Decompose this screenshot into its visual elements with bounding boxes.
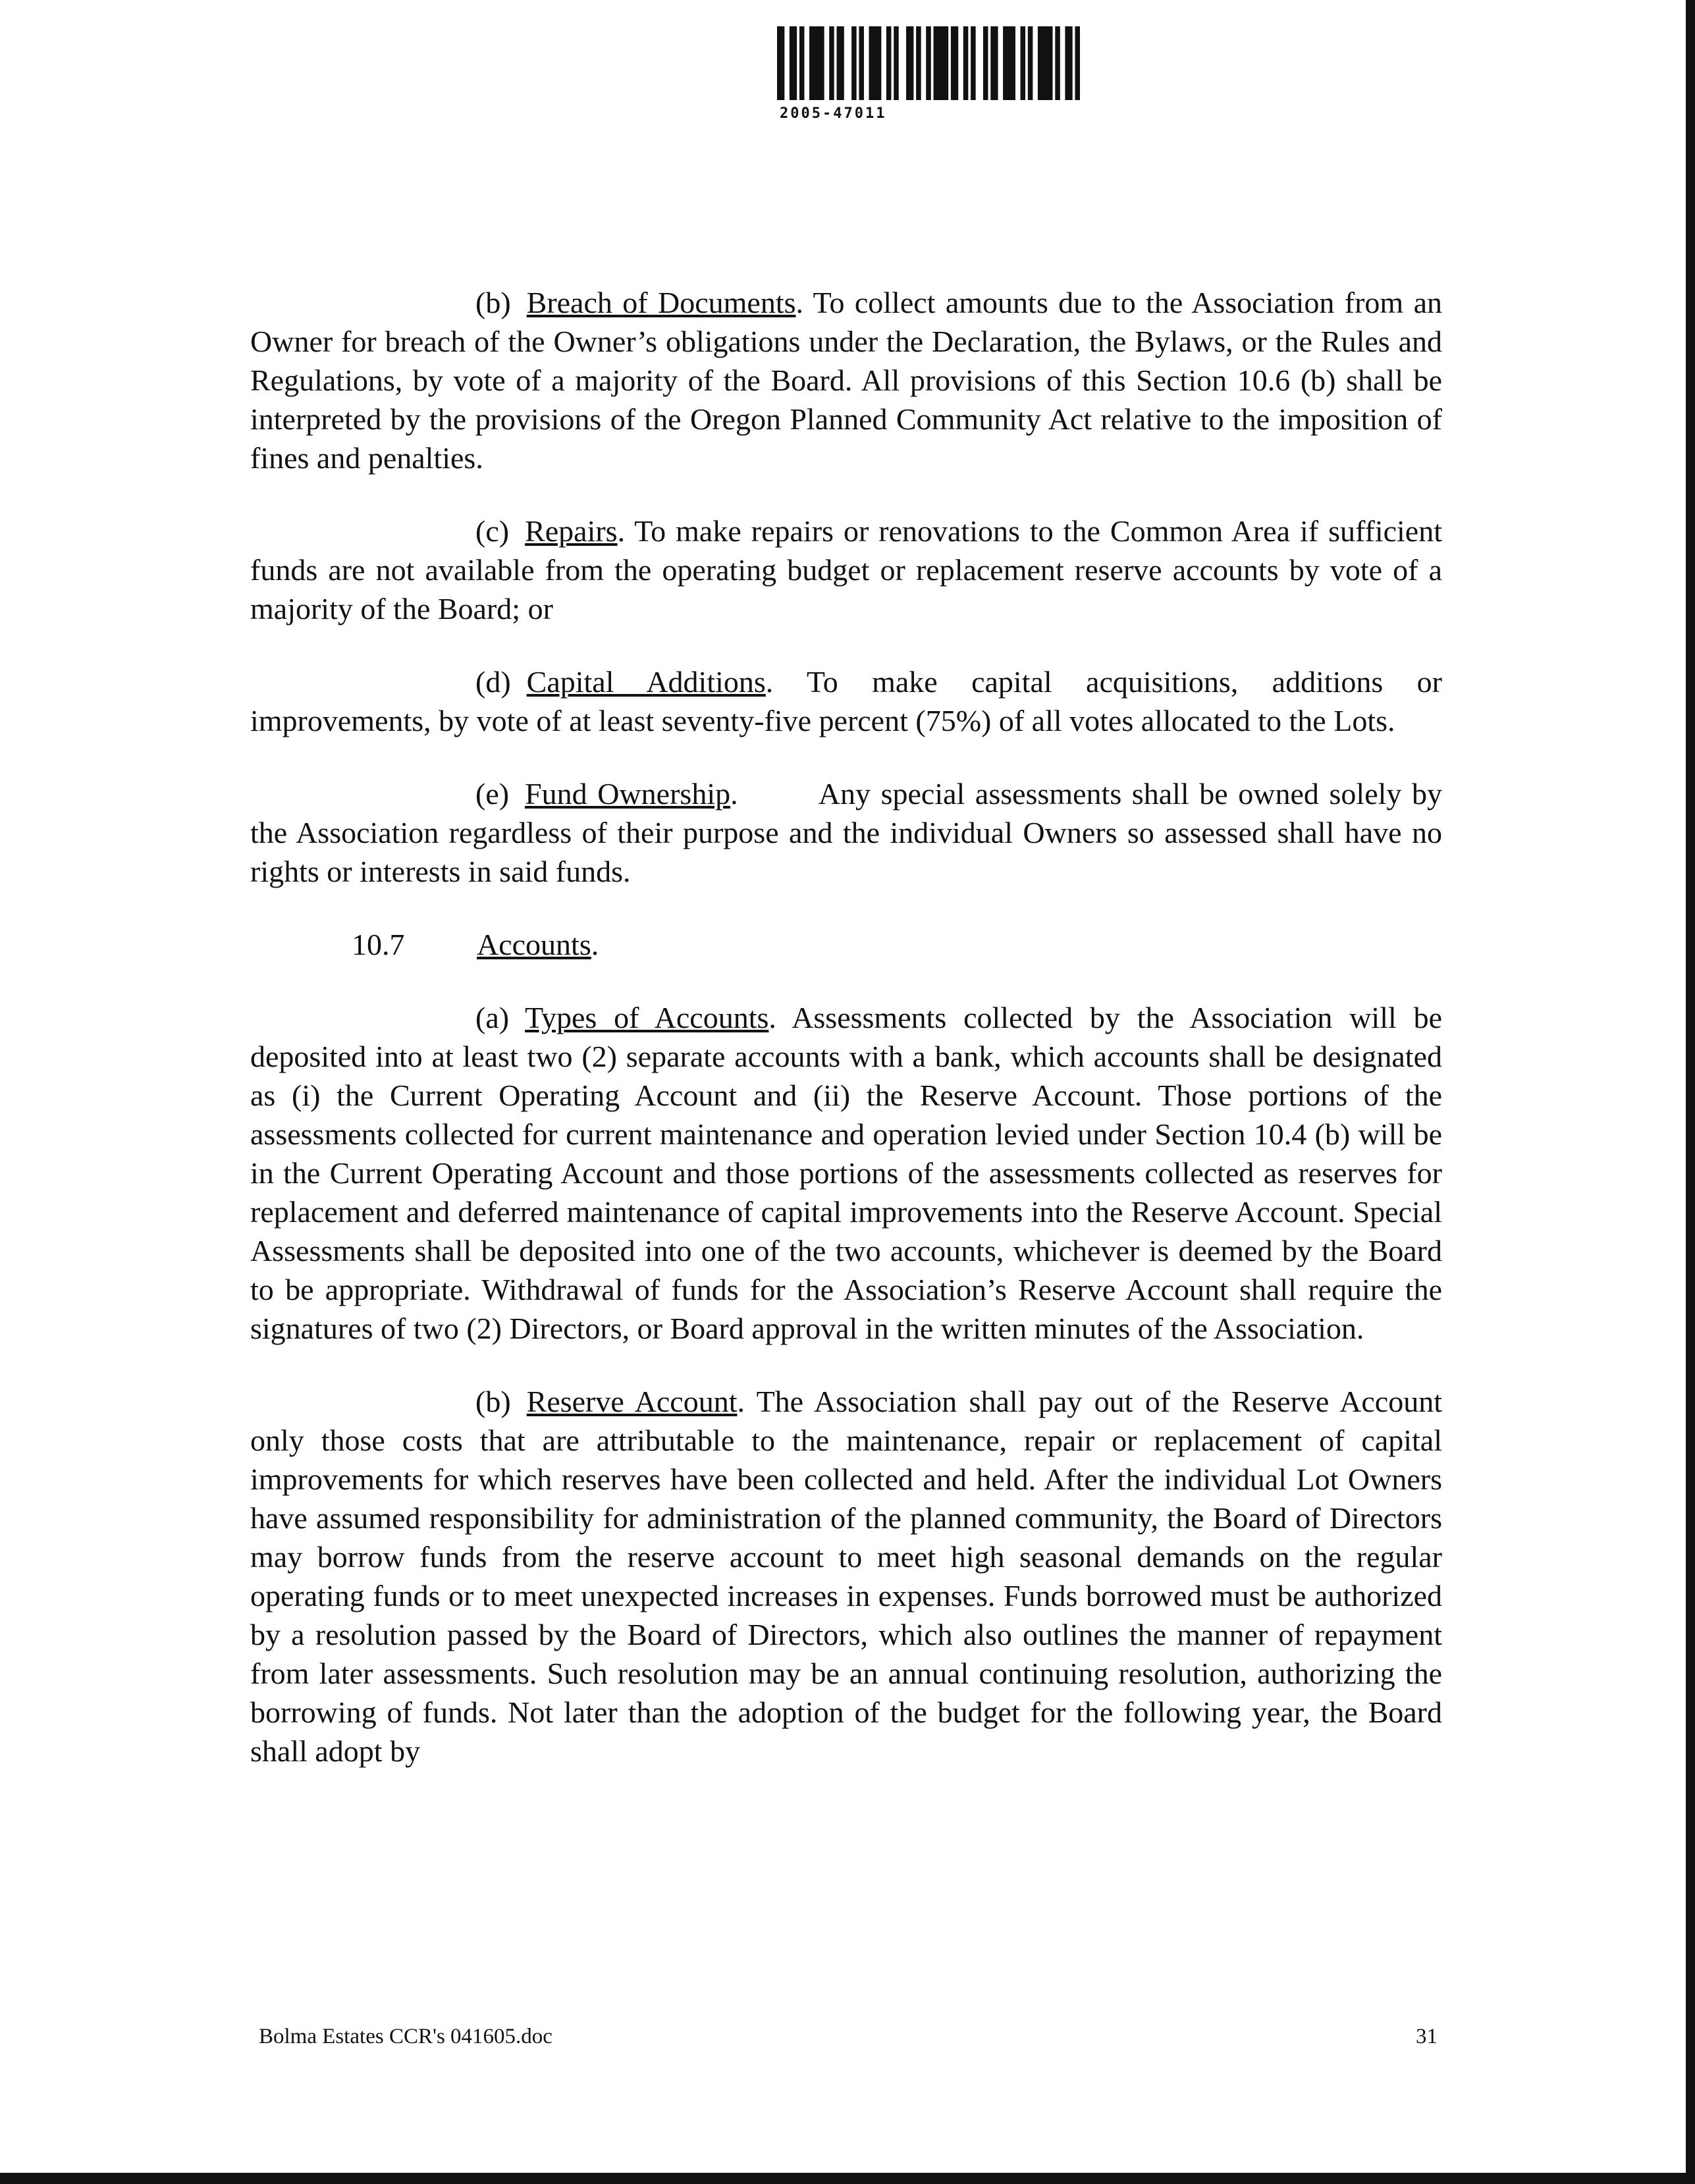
item-text: . The Association shall pay out of the Reserve Account only those costs that are attributable to the maintenance, repair or replacement of capital improvements for which reserves have been collected and held. After the individual Lot Owners have assumed responsibility for administration of the planned community, the Board of Directors may borrow funds from the reserve account to meet high seasonal demands on the regular operating funds or to meet unexpected increases in expenses. Funds borrowed must be authorized by a resolution passed by the Board of Directors, which also outlines the manner of repayment from later assessments. Such resolution may be an annual continuing resolution, authorizing the borrowing of funds. Not later than the adoption of the budget for the following year, the Board shall adopt by — [250, 1385, 1442, 1768]
barcode-bar — [951, 26, 958, 100]
paragraph-breach-of-documents — [250, 283, 1442, 477]
barcode-bar — [926, 26, 931, 100]
barcode-image — [777, 26, 1080, 100]
item-text: . To collect amounts due to the Association from an Owner for breach of the Owner’s obligations under the Declaration, the Bylaws, or the Rules and Regulations, by vote of a majority of the Board. All provisions of this Section 10.6 (b) shall be interpreted by the provisions of the Oregon Planned Community Act relative to the imposition of fines and penalties. — [250, 286, 1442, 475]
barcode-bar — [829, 26, 834, 100]
footer-page-number: 31 — [1416, 2025, 1438, 2048]
footer-filename: Bolma Estates CCR's 041605.doc — [259, 2025, 552, 2048]
section-number: 10.7 — [352, 928, 405, 961]
barcode-bar — [790, 26, 797, 100]
item-heading: Fund Ownership — [525, 777, 731, 811]
item-label: (a) — [475, 1001, 510, 1034]
paragraph-types-of-accounts — [250, 998, 1442, 1348]
item-label: (c) — [475, 514, 510, 548]
item-label: (b) — [475, 286, 511, 319]
item-heading: Breach of Documents — [526, 286, 796, 319]
barcode-bar — [799, 26, 805, 100]
barcode-bar — [971, 26, 976, 100]
item-text: . Any special assessments shall be owned solely by the Association regardless of their purpose and the individual Owners so assessed shall have no rights or interests in said funds. — [250, 777, 1450, 888]
barcode-bar — [1075, 26, 1080, 100]
item-text: . To make capital acquisitions, additions or improvements, by vote of at least seventy-five percent (75%) of all votes allocated to the Lots. — [250, 665, 1443, 737]
paragraph-repairs — [250, 512, 1442, 628]
barcode-bar — [894, 26, 899, 100]
item-heading: Reserve Account — [526, 1385, 738, 1418]
barcode-bar — [1065, 26, 1072, 100]
barcode-bar — [1003, 26, 1015, 100]
barcode-bar — [1038, 26, 1053, 100]
section-title: Accounts — [477, 928, 591, 961]
barcode-bar — [859, 26, 864, 100]
scan-border-bottom — [0, 2173, 1695, 2184]
barcode-bar — [983, 26, 988, 100]
item-label: (e) — [475, 777, 510, 811]
item-label: (b) — [475, 1385, 511, 1418]
item-heading: Capital Additions — [526, 665, 766, 699]
barcode-bar — [1055, 26, 1060, 100]
barcode-bar — [886, 26, 892, 100]
section-title-suffix: . — [591, 928, 599, 961]
barcode-bar — [1021, 26, 1026, 100]
barcode-bar — [809, 26, 824, 100]
barcode-bar — [990, 26, 998, 100]
item-heading: Repairs — [525, 514, 618, 548]
barcode-bar — [906, 26, 913, 100]
item-text: . To make repairs or renovations to the Common Area if sufficient funds are not available from the operating budget or replacement reserve accounts by vote of a majority of the Board; or — [250, 514, 1442, 626]
barcode-bar — [934, 26, 949, 100]
item-text: . Assessments collected by the Association will be deposited into at least two (2) separate accounts with a bank, which accounts shall be designated as (i) the Current Operating Account and (ii) the Reserve Account. Those portions of the assessments collected for current maintenance and operation levied under Section 10.4 (b) will be in the Current Operating Account and those portions of the assessments collected as reserves for replacement and deferred maintenance of capital improvements into the Reserve Account. Special Assessments shall be deposited into one of the two accounts, whichever is deemed by the Board to be appropriate. Withdrawal of funds for the Association’s Reserve Account shall require the signatures of two (2) Directors, or Board approval in the written minutes of the Association. — [250, 1001, 1442, 1345]
item-heading: Types of Accounts — [525, 1001, 769, 1034]
barcode-bar — [869, 26, 882, 100]
barcode-number: 2005-47011 — [780, 105, 887, 122]
paragraph-capital-additions — [250, 662, 1442, 740]
barcode-bar — [851, 26, 857, 100]
document-body — [250, 283, 1450, 1805]
barcode-bar — [1028, 26, 1033, 100]
item-label: (d) — [475, 665, 511, 699]
barcode-block — [777, 26, 1087, 122]
barcode-bar — [963, 26, 969, 100]
barcode-bar — [916, 26, 921, 100]
paragraph-fund-ownership — [250, 774, 1450, 891]
paragraph-reserve-account — [250, 1382, 1442, 1771]
barcode-bar — [777, 26, 784, 100]
section-heading-accounts — [250, 925, 1442, 964]
scan-border-right — [1686, 0, 1695, 2184]
barcode-bar — [836, 26, 844, 100]
